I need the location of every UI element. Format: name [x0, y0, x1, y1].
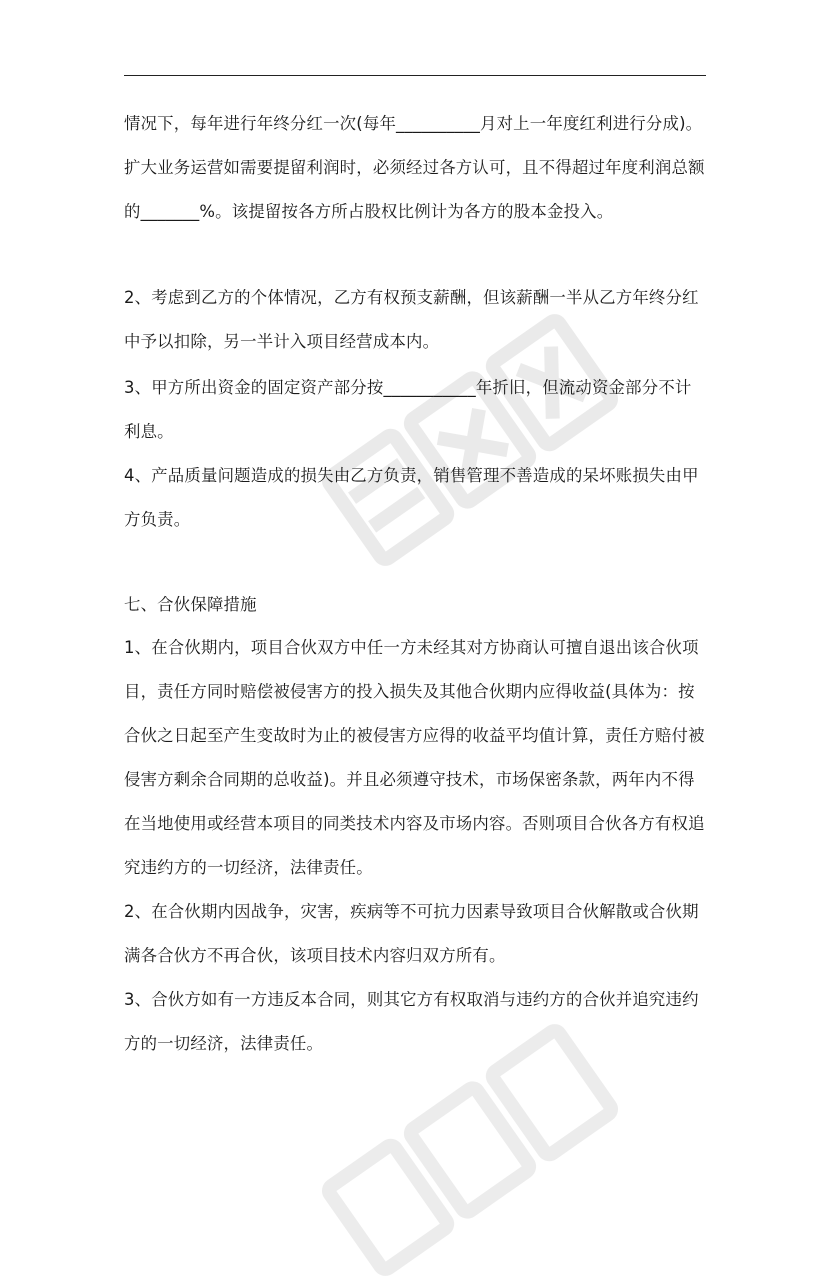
- text-line: 侵害方剩余合同期的总收益)。并且必须遵守技术，市场保密条款，两年内不得: [124, 770, 695, 789]
- text-line: 利息。: [124, 422, 174, 441]
- text-line: 中予以扣除，另一半计入项目经营成本内。: [124, 332, 440, 351]
- text-line: 4、产品质量问题造成的损失由乙方负责，销售管理不善造成的呆坏账损失由甲: [124, 466, 699, 485]
- text-line: 合伙之日起至产生变故时为止的被侵害方应得的收益平均值计算，责任方赔付被: [124, 726, 705, 745]
- text-line: 方的一切经济，法律责任。: [124, 1034, 324, 1053]
- text-line: 究违约方的一切经济，法律责任。: [124, 858, 373, 877]
- text-line: 情况下，每年进行年终分红一次(每年__________月对上一年度红利进行分成)。: [124, 114, 703, 133]
- text-line: 在当地使用或经营本项目的同类技术内容及市场内容。否则项目合伙各方有权追: [124, 814, 705, 833]
- watermark-logo-icon-bottom: [300, 1020, 640, 1280]
- text-line: 3、合伙方如有一方违反本合同，则其它方有权取消与违约方的合伙并追究违约: [124, 990, 699, 1009]
- text-line: 1、在合伙期内，项目合伙双方中任一方未经其对方协商认可擅自退出该合伙项: [124, 638, 699, 657]
- watermark-logo-icon: [300, 270, 640, 610]
- text-line: 3、甲方所出资金的固定资产部分按___________年折旧，但流动资金部分不计: [124, 378, 692, 397]
- text-line: 2、在合伙期内因战争，灾害，疾病等不可抗力因素导致项目合伙解散或合伙期: [124, 902, 699, 921]
- text-line: 目，责任方同时赔偿被侵害方的投入损失及其他合伙期内应得收益(具体为：按: [124, 682, 695, 701]
- text-line: 方负责。: [124, 510, 191, 529]
- text-line: 2、考虑到乙方的个体情况，乙方有权预支薪酬，但该薪酬一半从乙方年终分红: [124, 288, 699, 307]
- section-heading: 七、合伙保障措施: [124, 595, 257, 614]
- text-line: 的_______%。该提留按各方所占股权比例计为各方的股本金投入。: [124, 202, 614, 221]
- text-line: 扩大业务运营如需要提留利润时，必须经过各方认可，且不得超过年度利润总额: [124, 158, 705, 177]
- text-line: 满各合伙方不再合伙，该项目技术内容归双方所有。: [124, 946, 506, 965]
- header-rule: [124, 75, 706, 76]
